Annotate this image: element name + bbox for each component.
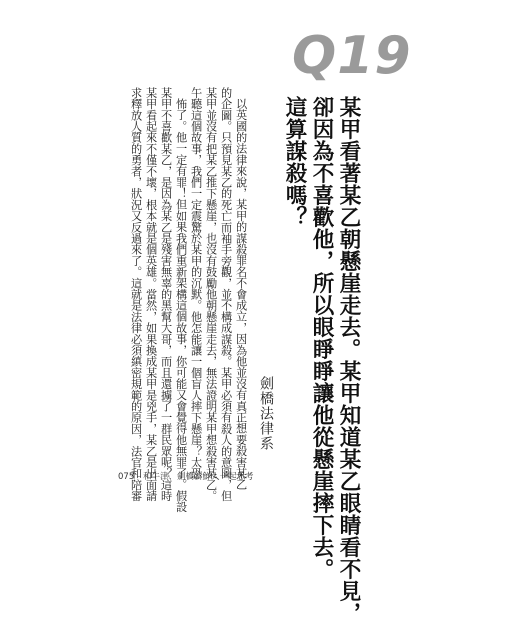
answer-line: 求釋放人質的勇者，狀況又反過來了。這就是法律必須縝密規範的原因，法官和陪審 <box>129 87 143 502</box>
page-footer <box>118 470 253 482</box>
question-line: 這算謀殺嗎？ <box>282 96 307 228</box>
running-title: 和牛津、劍橋新鮮人一起思考 <box>142 472 254 482</box>
page-number: 075 <box>118 472 135 482</box>
answer-line: 某甲看起來不僅不壞，根本就是個英雄。當然，如果換成某甲是兇手，某乙是出面請 <box>144 87 158 502</box>
answer-line: 某甲並沒有把某乙推下懸崖，也沒有鼓勵他朝懸崖走去，無法證明某甲想殺害某乙。 <box>204 87 218 502</box>
answer-line: 午聽這個故事，我們一定震驚於某甲的沉默。他怎能讓一個盲人摔下懸崖？太恐 <box>189 87 203 479</box>
answer-line: 某甲不喜歡某乙，是因為某乙是殘害無辜的黑幫大哥，而且還擄了一群民眾呢？這時 <box>159 87 173 502</box>
source-attribution: 劍橋法律系 <box>258 376 274 451</box>
answer-line: 以英國的法律來說，某甲的謀殺罪名不會成立，因為他並沒有真正想要殺害某乙 <box>234 98 248 490</box>
answer-line: 怖了。他一定有罪！但如果我們重新架構這個故事，你可能又會覺得他無罪了。假設 <box>174 98 188 513</box>
question-line: 卻因為不喜歡他，所以眼睜睜讓他從懸崖摔下去。 <box>309 96 334 580</box>
answer-line: 的企圖。只預見某乙的死亡而袖手旁觀，並不構成謀殺。某甲必須有殺人的意圖，但 <box>219 87 233 502</box>
question-number: Q19 <box>292 26 412 86</box>
question-line: 某甲看著某乙朝懸崖走去。某甲知道某乙眼睛看不見， <box>336 96 361 624</box>
